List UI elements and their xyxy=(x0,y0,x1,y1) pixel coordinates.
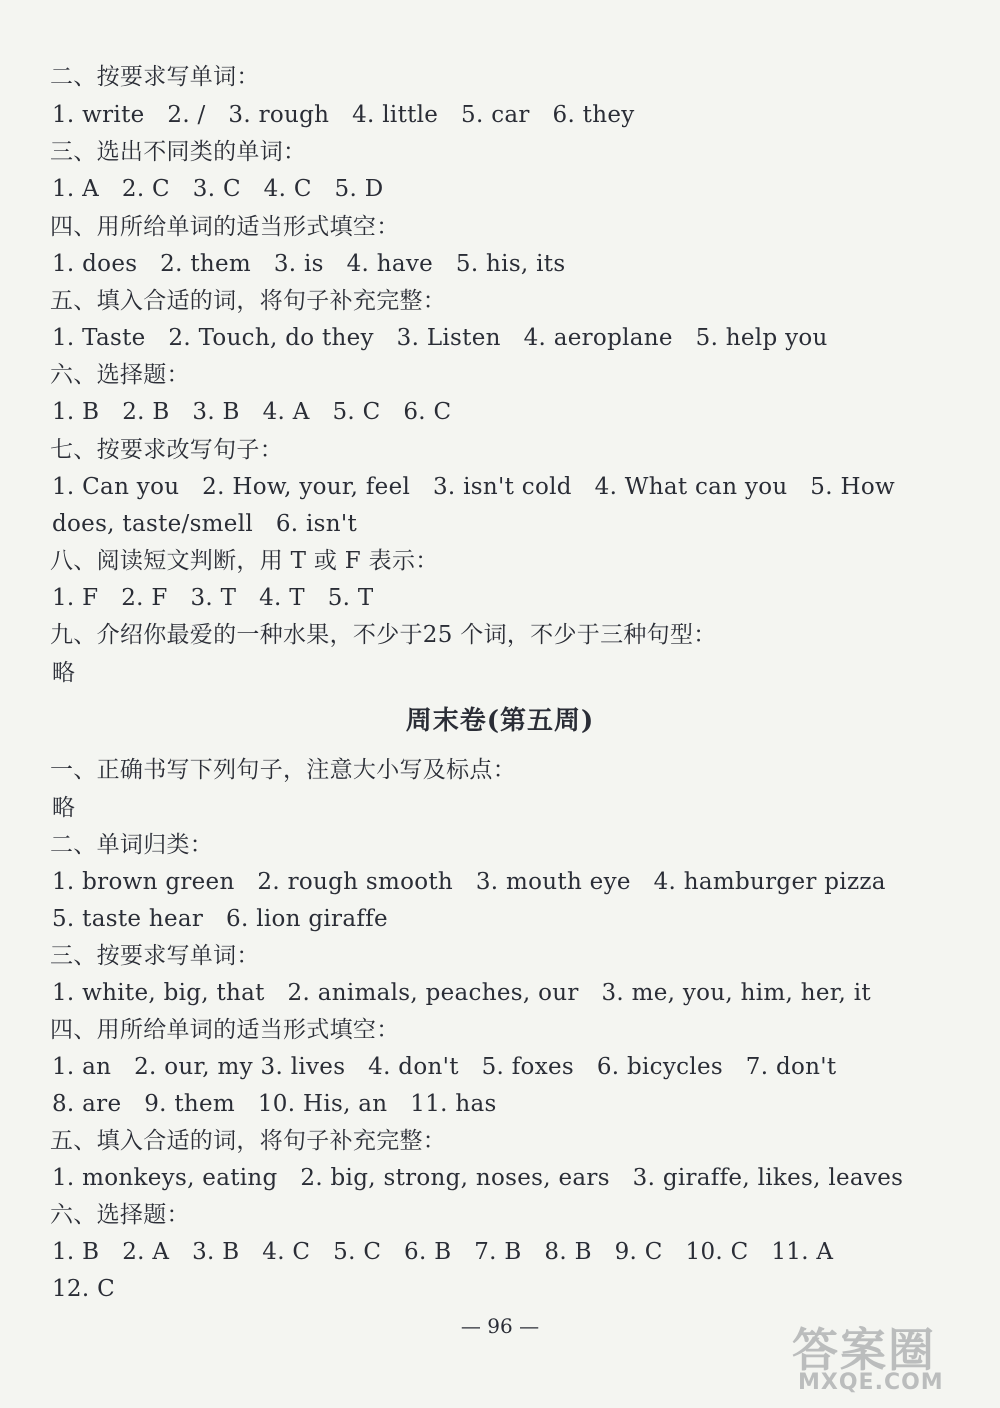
w5-answer-1: 略 xyxy=(52,795,76,821)
section-title-week5: 周末卷(第五周) xyxy=(405,706,595,736)
section-heading-5: 五、填入合适的词，将句子补充完整： xyxy=(50,288,447,314)
answer-line-5: 1. Taste 2. Touch, do they 3. Listen 4. aeroplane 5. help you xyxy=(52,325,828,351)
w5-answer-6a: 1. B 2. A 3. B 4. C 5. C 6. B 7. B 8. B 9. C 10. C 11. A xyxy=(52,1239,834,1265)
w5-heading-2: 二、单词归类： xyxy=(50,832,214,858)
w5-heading-6: 六、选择题： xyxy=(50,1202,190,1228)
section-heading-9: 九、介绍你最爱的一种水果，不少于25 个词，不少于三种句型： xyxy=(50,622,717,648)
answer-line-9: 略 xyxy=(52,660,76,686)
answer-line-8: 1. F 2. F 3. T 4. T 5. T xyxy=(52,585,374,611)
watermark-url: MXQE.COM xyxy=(798,1370,944,1395)
w5-answer-4a: 1. an 2. our, my 3. lives 4. don't 5. foxes 6. bicycles 7. don't xyxy=(52,1054,837,1080)
section-heading-2: 二、按要求写单词： xyxy=(50,64,260,90)
page-number: — 96 — xyxy=(460,1314,540,1338)
section-heading-3: 三、选出不同类的单词： xyxy=(50,139,307,165)
w5-heading-3: 三、按要求写单词： xyxy=(50,943,260,969)
answer-line-7a: 1. Can you 2. How, your, feel 3. isn't cold 4. What can you 5. How xyxy=(52,474,895,500)
w5-answer-2a: 1. brown green 2. rough smooth 3. mouth eye 4. hamburger pizza xyxy=(52,869,886,895)
section-heading-7: 七、按要求改写句子： xyxy=(50,437,283,463)
w5-answer-2b: 5. taste hear 6. lion giraffe xyxy=(52,906,388,932)
answer-line-2: 1. write 2. / 3. rough 4. little 5. car 6. they xyxy=(52,102,635,128)
answer-line-7b: does, taste/smell 6. isn't xyxy=(52,511,358,537)
w5-heading-4: 四、用所给单词的适当形式填空： xyxy=(50,1017,400,1043)
section-heading-6: 六、选择题： xyxy=(50,362,190,388)
answer-line-4: 1. does 2. them 3. is 4. have 5. his, its xyxy=(52,251,566,277)
w5-heading-5: 五、填入合适的词，将句子补充完整： xyxy=(50,1128,447,1154)
w5-heading-1: 一、正确书写下列句子，注意大小写及标点： xyxy=(50,757,516,783)
w5-answer-5: 1. monkeys, eating 2. big, strong, noses, ears 3. giraffe, likes, leaves xyxy=(52,1165,904,1191)
watermark-text: 答案圈 xyxy=(792,1323,936,1377)
w5-answer-6b: 12. C xyxy=(52,1276,115,1302)
section-heading-8: 八、阅读短文判断，用 T 或 F 表示： xyxy=(50,548,439,574)
w5-answer-3: 1. white, big, that 2. animals, peaches, our 3. me, you, him, her, it xyxy=(52,980,871,1006)
w5-answer-4b: 8. are 9. them 10. His, an 11. has xyxy=(52,1091,497,1117)
answer-line-6: 1. B 2. B 3. B 4. A 5. C 6. C xyxy=(52,399,452,425)
watermark-logo xyxy=(792,1314,982,1400)
answer-line-3: 1. A 2. C 3. C 4. C 5. D xyxy=(52,176,384,202)
section-heading-4: 四、用所给单词的适当形式填空： xyxy=(50,214,400,240)
